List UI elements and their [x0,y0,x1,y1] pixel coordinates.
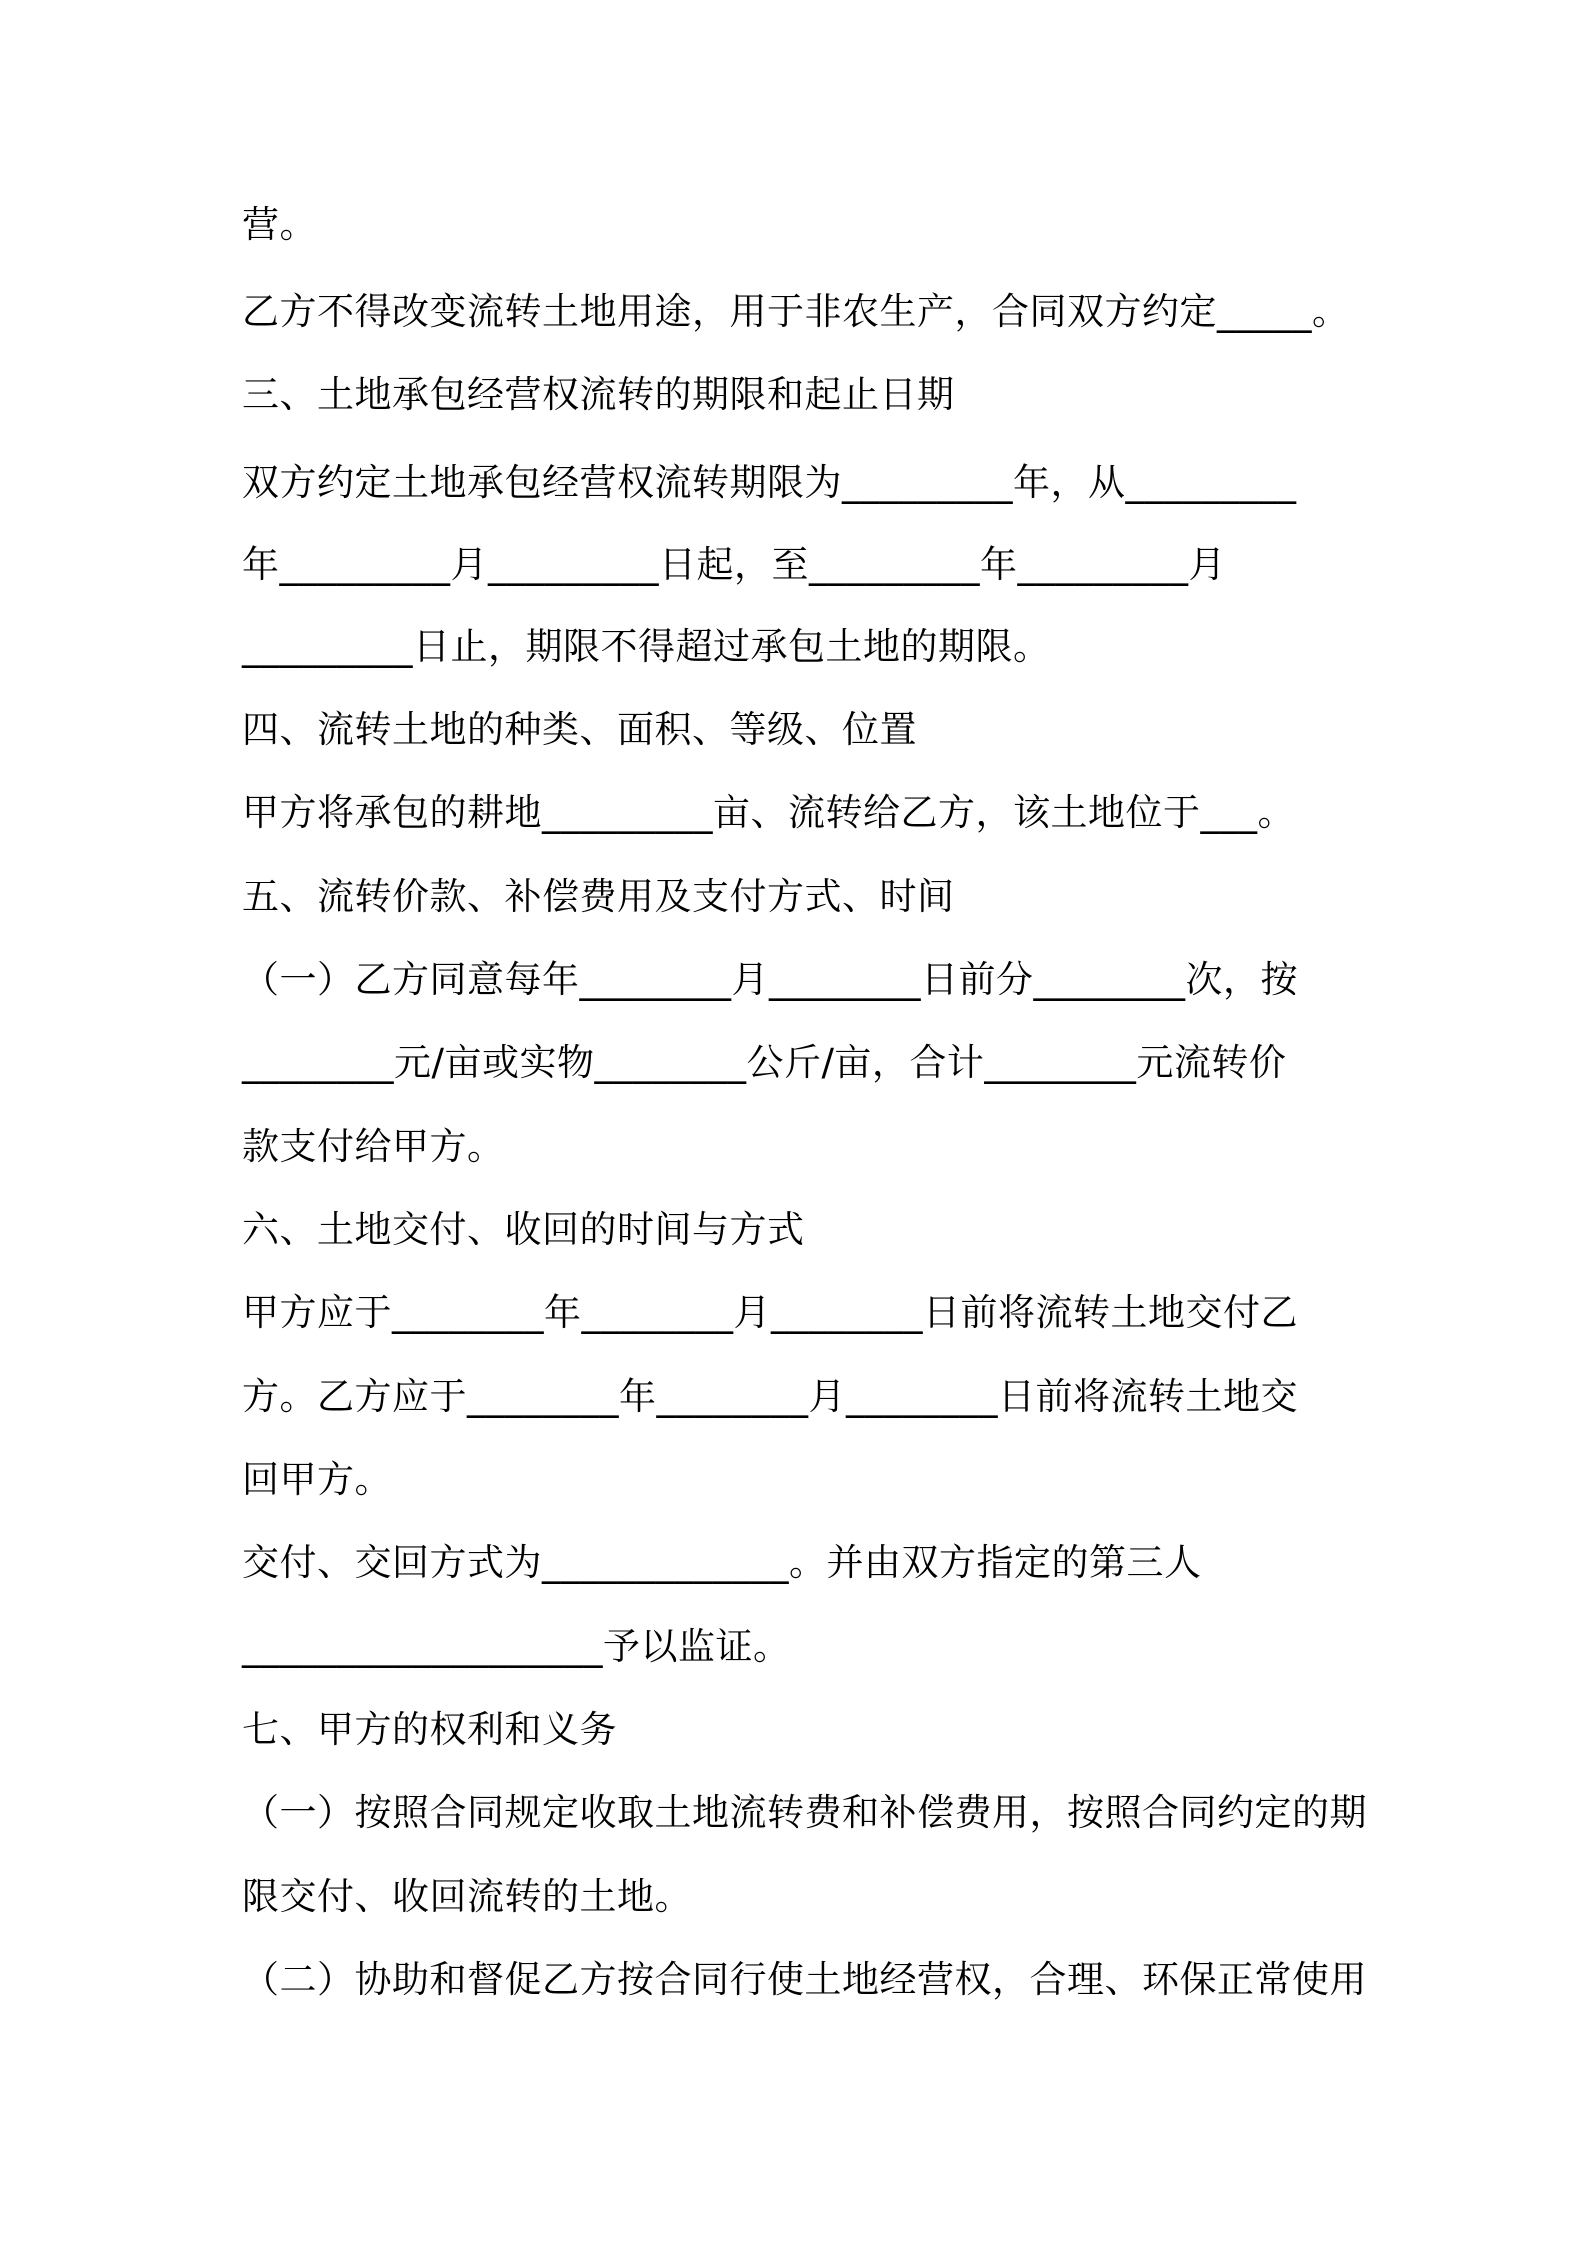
text-line-2: 乙方不得改变流转土地用途，用于非农生产，合同双方约定_____。 [242,290,1350,333]
text-line-8: 甲方将承包的耕地_________亩、流转给乙方，该土地位于___。 [242,791,1295,834]
text-line-16: 回甲方。 [242,1458,392,1501]
text-line-14: 甲方应于________年________月________日前将流转土地交付乙 [242,1291,1298,1334]
section-heading-6: 六、土地交付、收回的时间与方式 [242,1208,805,1251]
text-line-21: 限交付、收回流转的土地。 [242,1875,692,1918]
section-heading-5: 五、流转价款、补偿费用及支付方式、时间 [242,875,955,918]
text-line-6: _________日止，期限不得超过承包土地的期限。 [242,625,1051,668]
text-line-11: ________元/亩或实物________公斤/亩，合计________元流转价 [242,1041,1287,1084]
section-heading-4: 四、流转土地的种类、面积、等级、位置 [242,708,917,751]
section-heading-7: 七、甲方的权利和义务 [242,1708,617,1751]
text-line-18: ___________________予以监证。 [242,1625,791,1668]
text-line-15: 方。乙方应于________年________月________日前将流转土地交 [242,1375,1298,1418]
text-line-22: （二）协助和督促乙方按合同行使土地经营权，合理、环保正常使用 [242,1958,1367,2001]
text-line-4: 双方约定土地承包经营权流转期限为_________年，从_________ [242,461,1297,504]
text-line-20: （一）按照合同规定收取土地流转费和补偿费用，按照合同约定的期 [242,1791,1367,1834]
section-heading-3: 三、土地承包经营权流转的期限和起止日期 [242,373,955,416]
text-line-12: 款支付给甲方。 [242,1125,505,1168]
text-line-1: 营。 [242,203,317,246]
text-line-17: 交付、交回方式为_____________。并由双方指定的第三人 [242,1541,1202,1584]
text-line-5: 年_________月_________日起，至_________年_________月 [242,543,1226,586]
text-line-10: （一）乙方同意每年________月________日前分________次，按 [242,958,1298,1001]
